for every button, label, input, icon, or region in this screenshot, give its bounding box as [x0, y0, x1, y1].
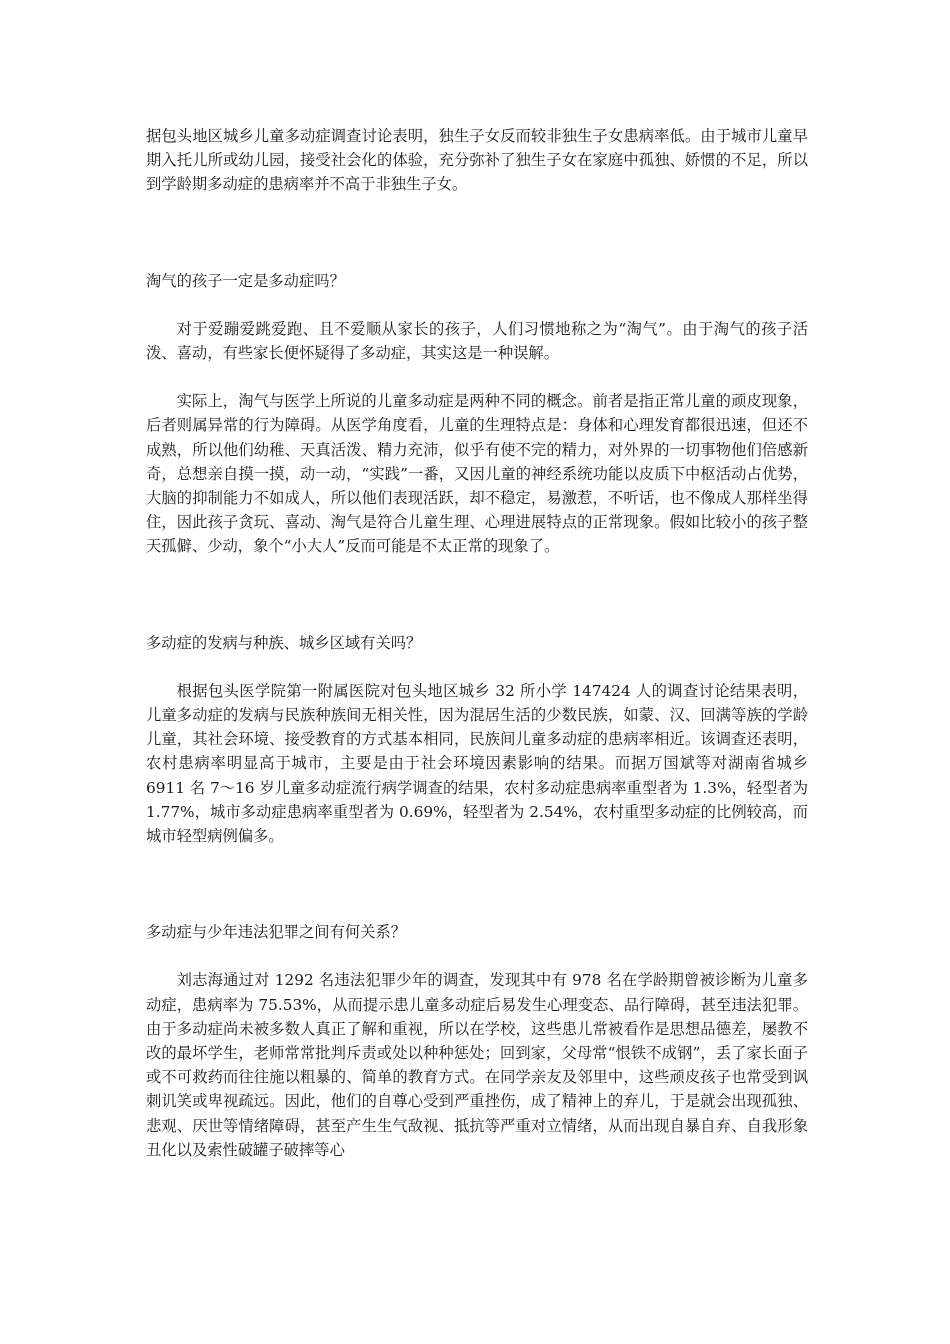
spacer [146, 559, 808, 631]
spacer [146, 365, 808, 389]
paragraph-delinquency-1: 刘志海通过对 1292 名违法犯罪少年的调查，发现其中有 978 名在学龄期曾被诊断为儿童多动症，患病率为 75.53%，从而提示患儿童多动症后易发生心理变态、品行障碍，甚至违法犯罪。由于多动症尚未被多数人真正了解和重视，所以在学校，这些患儿常被看作是思想品德差，屡教不改的最坏学生，老师常常批判斥责或处以种种惩处；回到家，父母常“恨铁不成钢”，丢了家长面子或不可救药而往往施以粗暴的、简单的教育方式。在同学亲友及邻里中，这些顽皮孩子也常受到讽刺讥笑或卑视疏远。因此，他们的自尊心受到严重挫伤，成了精神上的弃儿，于是就会出现孤独、悲观、厌世等情绪障碍，甚至产生生气敌视、抵抗等严重对立情绪，从而出现自暴自弃、自我形象丑化以及索性破罐子破摔等心 [146, 971, 808, 1159]
spacer [146, 848, 808, 920]
spacer [146, 944, 808, 968]
spacer [146, 655, 808, 679]
question-heading-mischievous: 淘气的孩子一定是多动症吗？ [146, 271, 345, 290]
intro-paragraph: 据包头地区城乡儿童多动症调查讨论表明，独生子女反而较非独生子女患病率低。由于城市儿童早期入托儿所或幼儿园，接受社会化的体验，充分弥补了独生子女在家庭中孤独、娇惯的不足，所以到学龄期多动症的患病率并不高于非独生子女。 [146, 127, 808, 194]
document-page [146, 124, 808, 1162]
question-heading-ethnicity: 多动症的发病与种族、城乡区域有关吗？ [146, 633, 422, 652]
paragraph-mischievous-1: 对于爱蹦爱跳爱跑、且不爱顺从家长的孩子，人们习惯地称之为“淘气”。由于淘气的孩子活泼、喜动，有些家长便怀疑得了多动症，其实这是一种误解。 [146, 319, 808, 363]
paragraph-mischievous-2: 实际上，淘气与医学上所说的儿童多动症是两种不同的概念。前者是指正常儿童的顽皮现象，后者则属异常的行为障碍。从医学角度看，儿童的生理特点是：身体和心理发育都很迅速，但还不成熟，所以他们幼稚、天真活泼、精力充沛，似乎有使不完的精力，对外界的一切事物他们倍感新奇，总想亲自摸一摸，动一动，“实践”一番，又因儿童的神经系统功能以皮质下中枢活动占优势，大脑的抑制能力不如成人，所以他们表现活跃，却不稳定，易激惹，不听话，也不像成人那样坐得住，因此孩子贪玩、喜动、淘气是符合儿童生理、心理进展特点的正常现象。假如比较小的孩子整天孤僻、少动，象个“小大人”反而可能是不太正常的现象了。 [146, 392, 808, 556]
spacer [146, 293, 808, 317]
spacer [146, 197, 808, 269]
paragraph-ethnicity-1: 根据包头医学院第一附属医院对包头地区城乡 32 所小学 147424 人的调查讨论结果表明，儿童多动症的发病与民族种族间无相关性，因为混居生活的少数民族，如蒙、汉、回满等族的学龄儿童，其社会环境、接受教育的方式基本相同，民族间儿童多动症的患病率相近。该调查还表明，农村患病率明显高于城市，主要是由于社会环境因素影响的结果。而据万国斌等对湖南省城乡 6911 名 7～16 岁儿童多动症流行病学调查的结果，农村多动症患病率重型者为 1.3%，轻型者为 1.77%，城市多动症患病率重型者为 0.69%，轻型者为 2.54%，农村重型多动症的比例较高，而城市轻型病例偏多。 [146, 681, 808, 846]
question-heading-delinquency: 多动症与少年违法犯罪之间有何关系？ [146, 923, 407, 942]
